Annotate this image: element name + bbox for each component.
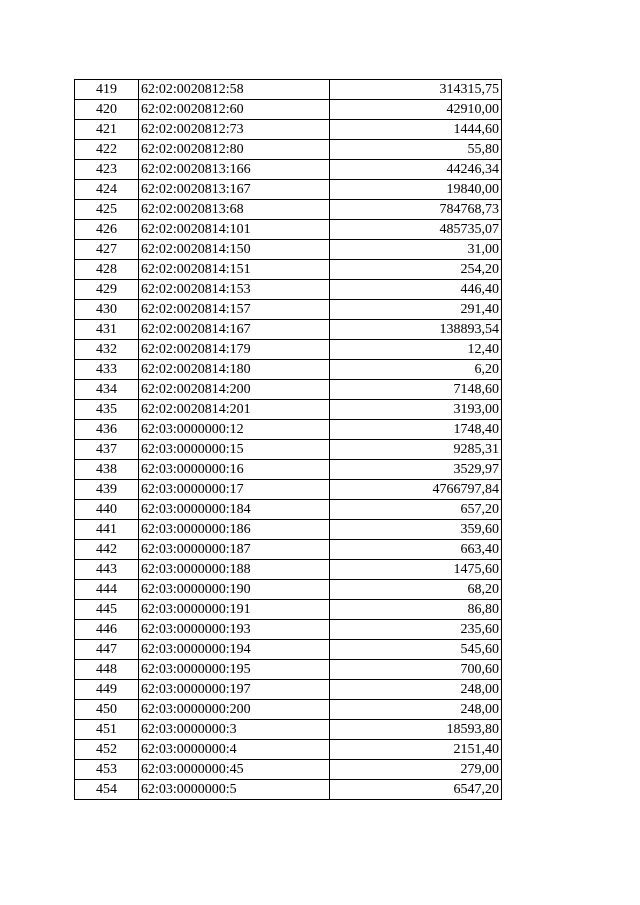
value-cell: 31,00 bbox=[330, 240, 502, 260]
row-number-cell: 435 bbox=[75, 400, 139, 420]
row-number-cell: 432 bbox=[75, 340, 139, 360]
value-cell: 291,40 bbox=[330, 300, 502, 320]
row-number-cell: 453 bbox=[75, 760, 139, 780]
value-cell: 9285,31 bbox=[330, 440, 502, 460]
row-number-cell: 454 bbox=[75, 780, 139, 800]
cadastral-number-cell: 62:03:0000000:16 bbox=[139, 460, 330, 480]
value-cell: 4766797,84 bbox=[330, 480, 502, 500]
value-cell: 2151,40 bbox=[330, 740, 502, 760]
table-row bbox=[75, 420, 502, 440]
value-cell: 68,20 bbox=[330, 580, 502, 600]
row-number-cell: 445 bbox=[75, 600, 139, 620]
table-row bbox=[75, 520, 502, 540]
cadastral-number-cell: 62:03:0000000:200 bbox=[139, 700, 330, 720]
row-number-cell: 419 bbox=[75, 80, 139, 100]
table-row bbox=[75, 80, 502, 100]
row-number-cell: 424 bbox=[75, 180, 139, 200]
value-cell: 254,20 bbox=[330, 260, 502, 280]
cadastral-number-cell: 62:03:0000000:187 bbox=[139, 540, 330, 560]
row-number-cell: 429 bbox=[75, 280, 139, 300]
table-row bbox=[75, 440, 502, 460]
cadastral-number-cell: 62:02:0020812:58 bbox=[139, 80, 330, 100]
value-cell: 784768,73 bbox=[330, 200, 502, 220]
table-row bbox=[75, 500, 502, 520]
cadastral-number-cell: 62:02:0020814:180 bbox=[139, 360, 330, 380]
table-row bbox=[75, 680, 502, 700]
value-cell: 359,60 bbox=[330, 520, 502, 540]
table-row bbox=[75, 140, 502, 160]
cadastral-number-cell: 62:02:0020813:68 bbox=[139, 200, 330, 220]
cadastral-number-cell: 62:03:0000000:190 bbox=[139, 580, 330, 600]
table-row bbox=[75, 360, 502, 380]
cadastral-table bbox=[74, 79, 502, 800]
value-cell: 314315,75 bbox=[330, 80, 502, 100]
row-number-cell: 449 bbox=[75, 680, 139, 700]
cadastral-number-cell: 62:02:0020814:200 bbox=[139, 380, 330, 400]
cadastral-number-cell: 62:03:0000000:197 bbox=[139, 680, 330, 700]
table-row bbox=[75, 540, 502, 560]
table-row bbox=[75, 380, 502, 400]
cadastral-number-cell: 62:03:0000000:15 bbox=[139, 440, 330, 460]
row-number-cell: 423 bbox=[75, 160, 139, 180]
cadastral-number-cell: 62:02:0020814:179 bbox=[139, 340, 330, 360]
row-number-cell: 425 bbox=[75, 200, 139, 220]
row-number-cell: 447 bbox=[75, 640, 139, 660]
cadastral-number-cell: 62:03:0000000:195 bbox=[139, 660, 330, 680]
value-cell: 663,40 bbox=[330, 540, 502, 560]
value-cell: 42910,00 bbox=[330, 100, 502, 120]
cadastral-number-cell: 62:02:0020812:60 bbox=[139, 100, 330, 120]
value-cell: 6,20 bbox=[330, 360, 502, 380]
row-number-cell: 434 bbox=[75, 380, 139, 400]
value-cell: 1444,60 bbox=[330, 120, 502, 140]
cadastral-number-cell: 62:02:0020814:150 bbox=[139, 240, 330, 260]
value-cell: 657,20 bbox=[330, 500, 502, 520]
cadastral-number-cell: 62:03:0000000:194 bbox=[139, 640, 330, 660]
table-row bbox=[75, 700, 502, 720]
row-number-cell: 422 bbox=[75, 140, 139, 160]
table-row bbox=[75, 120, 502, 140]
table-body bbox=[75, 80, 502, 800]
value-cell: 3529,97 bbox=[330, 460, 502, 480]
table-row bbox=[75, 400, 502, 420]
table-row bbox=[75, 720, 502, 740]
table-row bbox=[75, 180, 502, 200]
row-number-cell: 450 bbox=[75, 700, 139, 720]
cadastral-number-cell: 62:03:0000000:193 bbox=[139, 620, 330, 640]
cadastral-number-cell: 62:02:0020813:167 bbox=[139, 180, 330, 200]
cadastral-number-cell: 62:02:0020814:201 bbox=[139, 400, 330, 420]
table-row bbox=[75, 260, 502, 280]
table-row bbox=[75, 480, 502, 500]
cadastral-number-cell: 62:03:0000000:184 bbox=[139, 500, 330, 520]
table-row bbox=[75, 620, 502, 640]
row-number-cell: 426 bbox=[75, 220, 139, 240]
value-cell: 18593,80 bbox=[330, 720, 502, 740]
table-row bbox=[75, 600, 502, 620]
value-cell: 1748,40 bbox=[330, 420, 502, 440]
cadastral-number-cell: 62:03:0000000:191 bbox=[139, 600, 330, 620]
value-cell: 279,00 bbox=[330, 760, 502, 780]
value-cell: 1475,60 bbox=[330, 560, 502, 580]
value-cell: 138893,54 bbox=[330, 320, 502, 340]
row-number-cell: 443 bbox=[75, 560, 139, 580]
value-cell: 6547,20 bbox=[330, 780, 502, 800]
table-row bbox=[75, 280, 502, 300]
row-number-cell: 451 bbox=[75, 720, 139, 740]
table-row bbox=[75, 300, 502, 320]
cadastral-number-cell: 62:03:0000000:17 bbox=[139, 480, 330, 500]
cadastral-number-cell: 62:03:0000000:3 bbox=[139, 720, 330, 740]
cadastral-number-cell: 62:02:0020814:153 bbox=[139, 280, 330, 300]
row-number-cell: 448 bbox=[75, 660, 139, 680]
table-row bbox=[75, 100, 502, 120]
table-row bbox=[75, 200, 502, 220]
cadastral-number-cell: 62:02:0020814:157 bbox=[139, 300, 330, 320]
value-cell: 235,60 bbox=[330, 620, 502, 640]
value-cell: 446,40 bbox=[330, 280, 502, 300]
row-number-cell: 421 bbox=[75, 120, 139, 140]
row-number-cell: 437 bbox=[75, 440, 139, 460]
value-cell: 248,00 bbox=[330, 680, 502, 700]
row-number-cell: 442 bbox=[75, 540, 139, 560]
table-row bbox=[75, 340, 502, 360]
table-row bbox=[75, 580, 502, 600]
value-cell: 7148,60 bbox=[330, 380, 502, 400]
cadastral-number-cell: 62:03:0000000:45 bbox=[139, 760, 330, 780]
table-row bbox=[75, 220, 502, 240]
value-cell: 485735,07 bbox=[330, 220, 502, 240]
row-number-cell: 439 bbox=[75, 480, 139, 500]
table-row bbox=[75, 160, 502, 180]
cadastral-number-cell: 62:03:0000000:5 bbox=[139, 780, 330, 800]
value-cell: 700,60 bbox=[330, 660, 502, 680]
value-cell: 12,40 bbox=[330, 340, 502, 360]
cadastral-number-cell: 62:02:0020813:166 bbox=[139, 160, 330, 180]
cadastral-number-cell: 62:02:0020812:80 bbox=[139, 140, 330, 160]
row-number-cell: 430 bbox=[75, 300, 139, 320]
row-number-cell: 452 bbox=[75, 740, 139, 760]
row-number-cell: 441 bbox=[75, 520, 139, 540]
table-row bbox=[75, 560, 502, 580]
value-cell: 55,80 bbox=[330, 140, 502, 160]
value-cell: 44246,34 bbox=[330, 160, 502, 180]
row-number-cell: 427 bbox=[75, 240, 139, 260]
cadastral-number-cell: 62:02:0020814:167 bbox=[139, 320, 330, 340]
row-number-cell: 438 bbox=[75, 460, 139, 480]
row-number-cell: 420 bbox=[75, 100, 139, 120]
value-cell: 19840,00 bbox=[330, 180, 502, 200]
row-number-cell: 446 bbox=[75, 620, 139, 640]
row-number-cell: 444 bbox=[75, 580, 139, 600]
table-row bbox=[75, 760, 502, 780]
value-cell: 545,60 bbox=[330, 640, 502, 660]
row-number-cell: 433 bbox=[75, 360, 139, 380]
cadastral-number-cell: 62:03:0000000:12 bbox=[139, 420, 330, 440]
cadastral-number-cell: 62:03:0000000:4 bbox=[139, 740, 330, 760]
row-number-cell: 431 bbox=[75, 320, 139, 340]
row-number-cell: 440 bbox=[75, 500, 139, 520]
value-cell: 86,80 bbox=[330, 600, 502, 620]
cadastral-number-cell: 62:03:0000000:188 bbox=[139, 560, 330, 580]
table-row bbox=[75, 660, 502, 680]
table-row bbox=[75, 740, 502, 760]
table-row bbox=[75, 460, 502, 480]
cadastral-number-cell: 62:03:0000000:186 bbox=[139, 520, 330, 540]
row-number-cell: 436 bbox=[75, 420, 139, 440]
cadastral-number-cell: 62:02:0020814:151 bbox=[139, 260, 330, 280]
table-row bbox=[75, 640, 502, 660]
value-cell: 3193,00 bbox=[330, 400, 502, 420]
table-row bbox=[75, 320, 502, 340]
cadastral-number-cell: 62:02:0020814:101 bbox=[139, 220, 330, 240]
value-cell: 248,00 bbox=[330, 700, 502, 720]
cadastral-number-cell: 62:02:0020812:73 bbox=[139, 120, 330, 140]
table-row bbox=[75, 780, 502, 800]
table-row bbox=[75, 240, 502, 260]
row-number-cell: 428 bbox=[75, 260, 139, 280]
